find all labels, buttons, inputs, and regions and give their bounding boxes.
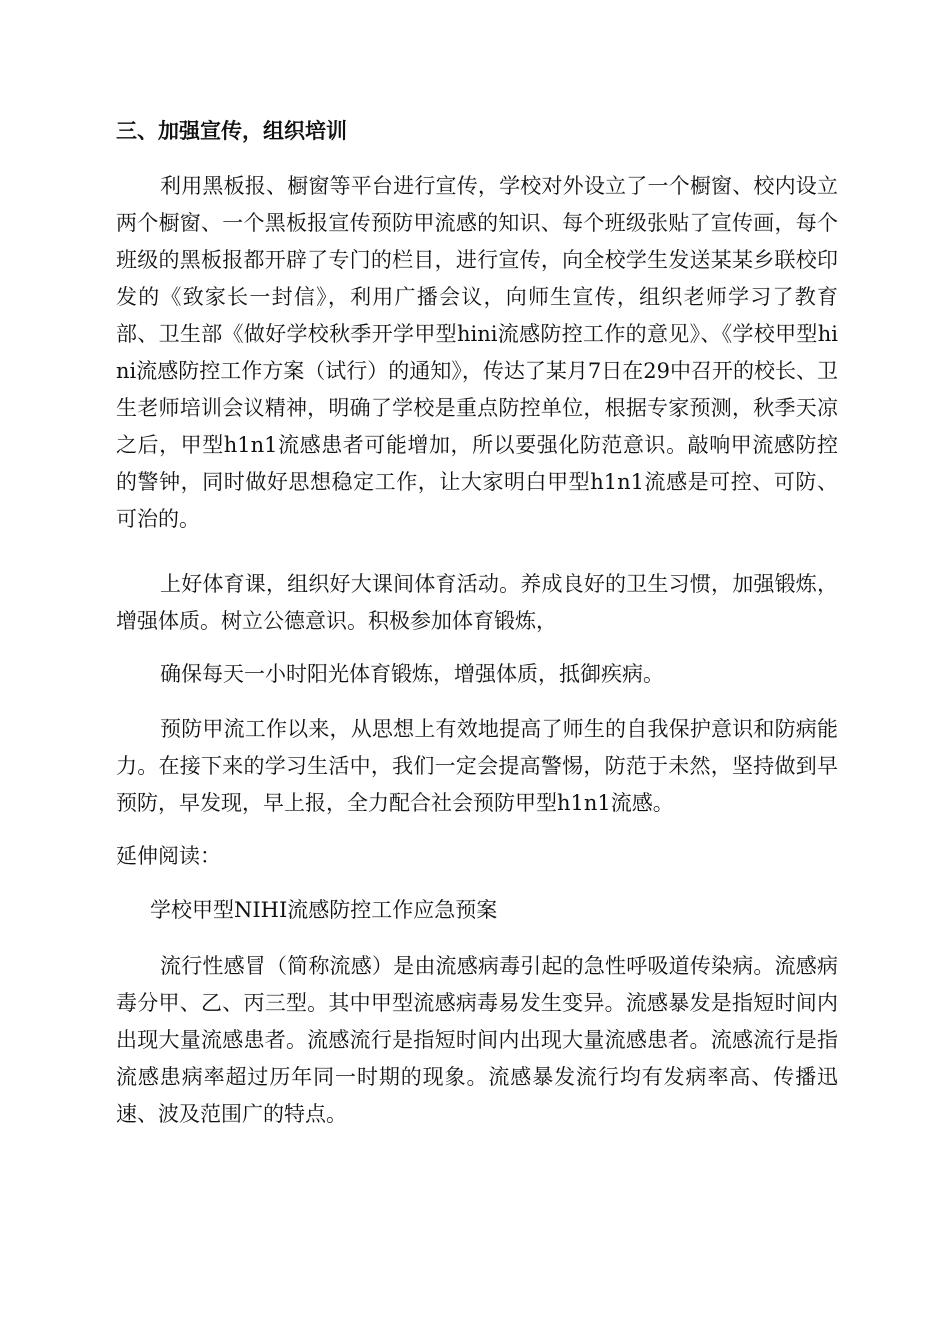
- extended-reading-title: 学校甲型NIHI流感防控工作应急预案: [150, 898, 498, 922]
- paragraph-daily-exercise: 确保每天一小时阳光体育锻炼，增强体质，抵御疾病。: [160, 662, 664, 686]
- paragraph-prevention-summary: 预防甲流工作以来，从思想上有效地提高了师生的自我保护意识和防病能力。在接下来的学习生活中，我们一定会提高警惕，防范于未然，坚持做到早预防，早发现，早上报，全力配合社会预防甲型h1n1流感。: [116, 717, 838, 815]
- extended-reading-label: 延伸阅读：: [116, 844, 221, 868]
- paragraph-publicity: 利用黑板报、橱窗等平台进行宣传，学校对外设立了一个橱窗、校内设立两个橱窗、一个黑板报宣传预防甲流感的知识、每个班级张贴了宣传画，每个班级的黑板报都开辟了专门的栏目，进行宣传，向全校学生发送某某乡联校印发的《致家长一封信》，利用广播会议，向师生宣传，组织老师学习了教育部、卫生部《做好学校秋季开学甲型hini流感防控工作的意见》、《学校甲型hini流感防控工作方案（试行）的通知》，传达了某月7日在29中召开的校长、卫生老师培训会议精神，明确了学校是重点防控单位，根据专家预测，秋季天凉之后，甲型h1n1流感患者可能增加，所以要强化防范意识。敲响甲流感防控的警钟，同时做好思想稳定工作，让大家明白甲型h1n1流感是可控、可防、可治的。: [116, 174, 838, 531]
- section-heading: 三、加强宣传，组织培训: [116, 119, 347, 143]
- paragraph-influenza-definition: 流行性感冒（简称流感）是由流感病毒引起的急性呼吸道传染病。流感病毒分甲、乙、丙三型。其中甲型流感病毒易发生变异。流感暴发是指短时间内出现大量流感患者。流感流行是指短时间内出现大量流感患者。流感流行是指流感患病率超过历年同一时期的现象。流感暴发流行均有发病率高、传播迅速、波及范围广的特点。: [116, 954, 838, 1126]
- paragraph-pe-class: 上好体育课，组织好大课间体育活动。养成良好的卫生习惯，加强锻炼，增强体质。树立公德意识。积极参加体育锻炼，: [116, 572, 838, 633]
